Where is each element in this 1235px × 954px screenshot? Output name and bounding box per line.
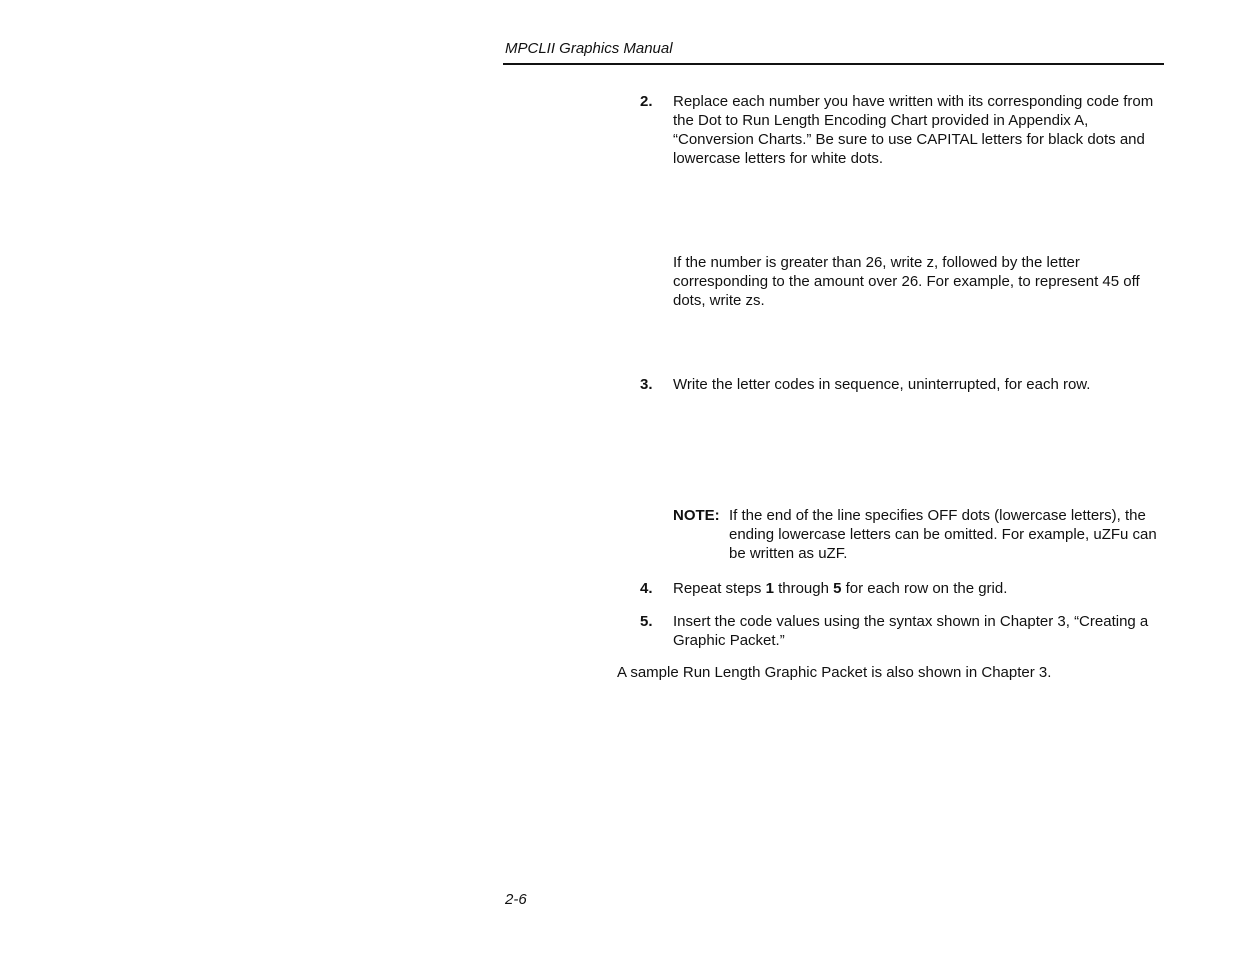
over-26-paragraph: If the number is greater than 26, write z, followed by the letter corresponding to the amount over 26. For example, to represent 45 off dots, write zs. (673, 254, 1140, 309)
page-number: 2-6 (505, 891, 527, 908)
step-2-text: Replace each number you have written with its corresponding code from the Dot to Run Length Encoding Chart provided in Appendix A, “Conversion Charts.” Be sure to use CAPITAL letters for black dots and lowercase letters for white dots. (673, 93, 1154, 167)
step-4-text-after: for each row on the grid. (841, 580, 1008, 597)
running-header: MPCLII Graphics Manual (505, 40, 673, 57)
step-3-text: Write the letter codes in sequence, uninterrupted, for each row. (673, 376, 1091, 393)
step-4-number: 4. (640, 580, 653, 597)
step-2-number: 2. (640, 93, 653, 110)
step-4-text-middle: through (773, 580, 834, 597)
step-5-number: 5. (640, 613, 653, 630)
step-4-text-before: Repeat steps (673, 580, 766, 597)
step-4-text (673, 579, 1163, 598)
note-label: NOTE: (673, 507, 720, 524)
step-4-bold-from: 1 (765, 580, 774, 597)
step-3-number: 3. (640, 376, 653, 393)
step-4-bold-to: 5 (833, 580, 842, 597)
header-rule (503, 63, 1164, 65)
note-text: If the end of the line specifies OFF dots (lowercase letters), the ending lowercase letters can be omitted. For example, uZFu can be written as uZF. (729, 507, 1157, 562)
closing-paragraph: A sample Run Length Graphic Packet is also shown in Chapter 3. (617, 664, 1052, 681)
step-5-text: Insert the code values using the syntax shown in Chapter 3, “Creating a Graphic Packet.” (673, 613, 1149, 649)
